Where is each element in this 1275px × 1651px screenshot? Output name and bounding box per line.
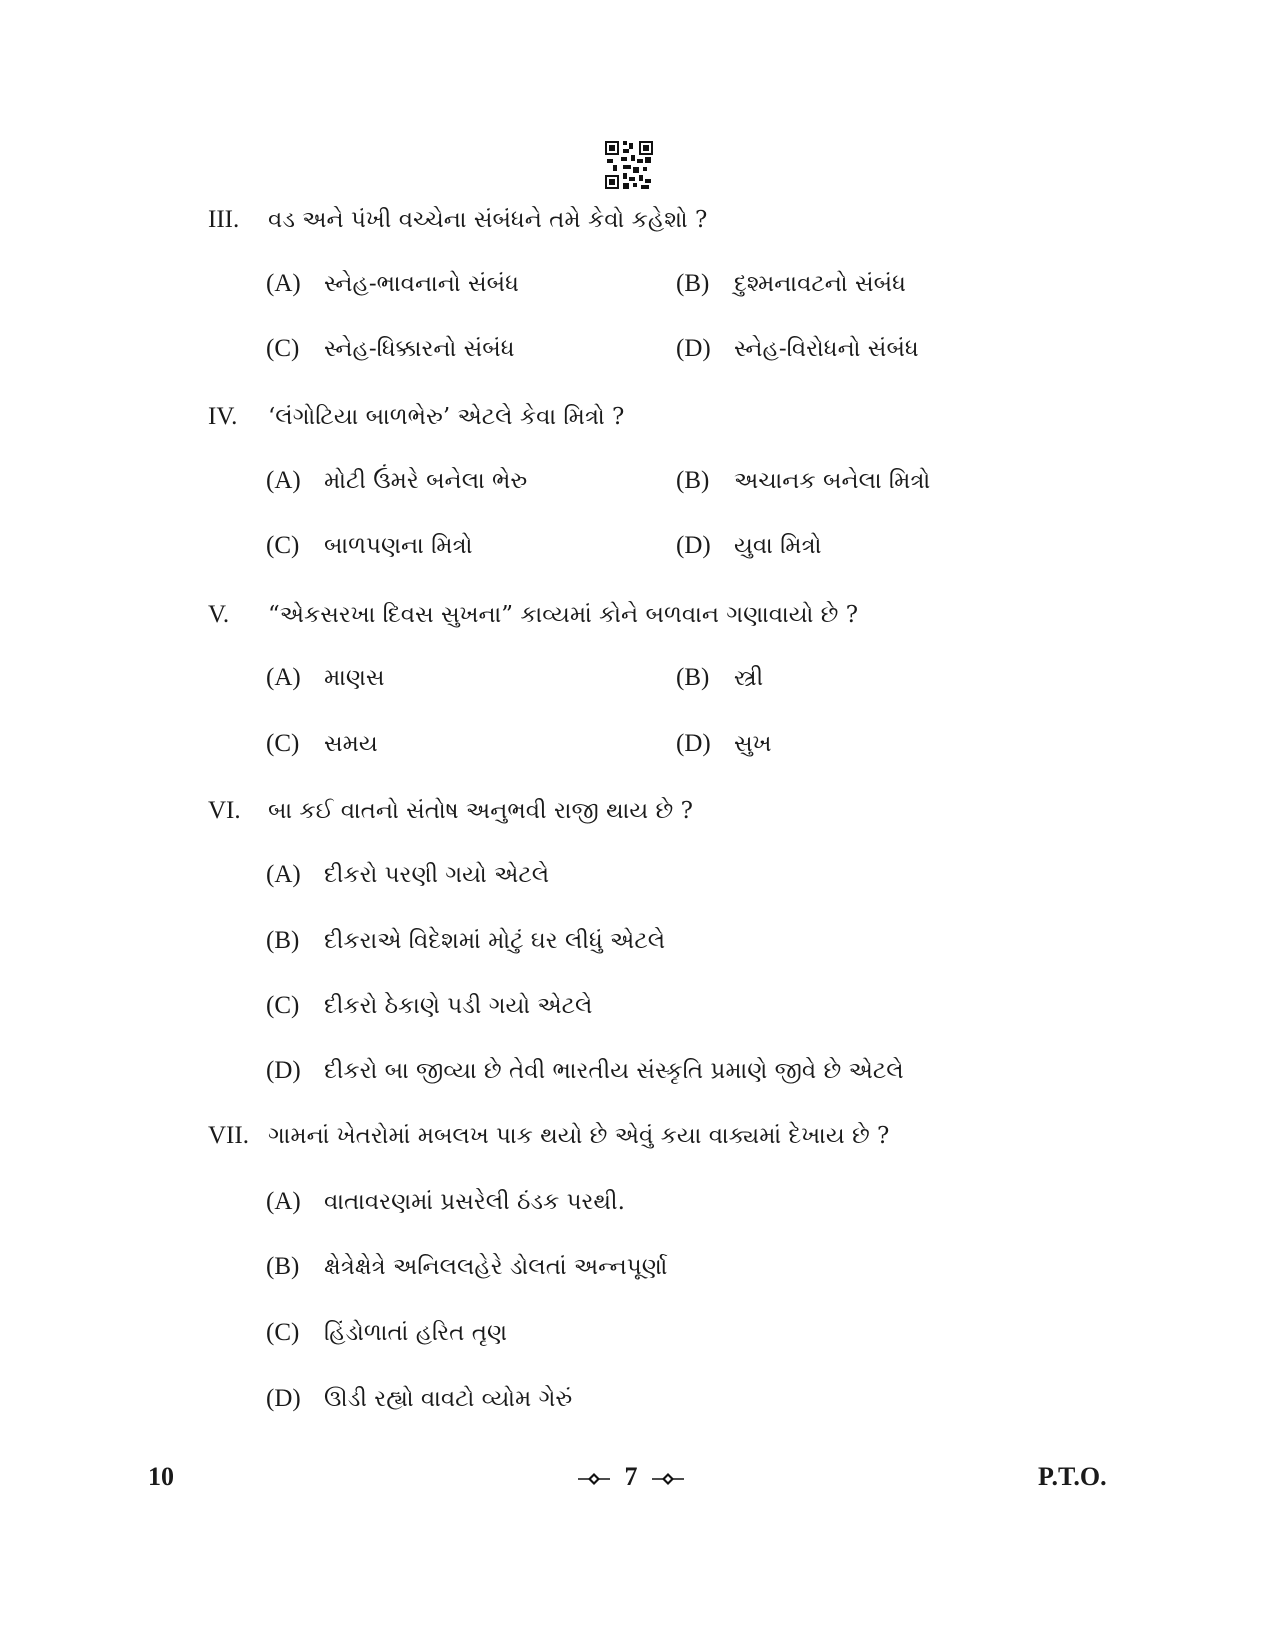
question-6-option-a [266, 860, 549, 890]
question-4 [208, 402, 624, 432]
option-label: (D) [676, 335, 711, 362]
question-4-option-d [676, 531, 821, 561]
option-label: (C) [266, 532, 300, 559]
option-label: (D) [266, 1057, 301, 1084]
question-6 [208, 796, 693, 826]
option-label: (D) [676, 532, 711, 559]
page-number: 7 [624, 1462, 638, 1491]
option-text: વાતાવરણમાં પ્રસરેલી ઠંડક પરથી. [324, 1189, 625, 1215]
option-text: માણસ [324, 665, 385, 691]
page-number-block [566, 1462, 696, 1492]
option-text: દીકરાએ વિદેશમાં મોટું ઘર લીધું એટલે [324, 928, 666, 954]
option-label: (C) [266, 992, 300, 1019]
option-label: (B) [676, 467, 710, 494]
option-label: (A) [266, 1188, 301, 1215]
option-text: અચાનક બનેલા મિત્રો [734, 468, 931, 494]
question-number: V. [208, 601, 230, 628]
question-5-option-d [676, 729, 772, 759]
option-text: સુખ [734, 731, 772, 757]
option-text: સ્નેહ-ભાવનાનો સંબંધ [324, 271, 519, 297]
question-text: ગામનાં ખેતરોમાં મબલખ પાક થયો છે એવું કયા વાક્યમાં દેખાય છે ? [268, 1123, 890, 1149]
option-text: સ્ત્રી [734, 665, 764, 691]
question-7 [208, 1121, 889, 1151]
question-6-option-d [266, 1056, 904, 1086]
question-text: વડ અને પંખી વચ્ચેના સંબંધને તમે કેવો કહેશો ? [268, 207, 708, 233]
option-text: દીકરો બા જીવ્યા છે તેવી ભારતીય સંસ્કૃતિ પ્રમાણે જીવે છે એટલે [324, 1058, 904, 1084]
question-3-option-c [266, 334, 515, 364]
option-text: યુવા મિત્રો [734, 533, 822, 559]
diamond-ornament-icon [652, 1472, 684, 1486]
option-label: (C) [266, 730, 300, 757]
option-text: સ્નેહ-વિરોધનો સંબંધ [734, 336, 919, 362]
option-text: મોટી ઉંમરે બનેલા ભેરુ [324, 468, 528, 494]
question-number: IV. [208, 403, 238, 430]
question-3-option-d [676, 334, 919, 364]
option-label: (B) [676, 664, 710, 691]
question-number: III. [208, 206, 240, 233]
question-5-option-c [266, 729, 378, 759]
option-text: સમય [324, 731, 378, 757]
pto-label: P.T.O. [1038, 1462, 1107, 1491]
question-7-option-b [266, 1252, 667, 1282]
question-6-option-b [266, 926, 665, 956]
option-label: (A) [266, 664, 301, 691]
question-number: VII. [208, 1122, 249, 1149]
question-3 [208, 205, 707, 235]
option-text: ક્ષેત્રેક્ષેત્રે અનિલલહેરે ડોલતાં અન્નપૂર્ણા [324, 1254, 668, 1280]
option-label: (A) [266, 270, 301, 297]
option-text: દીકરો પરણી ગયો એટલે [324, 862, 550, 888]
question-5 [208, 600, 858, 630]
option-label: (A) [266, 467, 301, 494]
option-label: (B) [266, 1253, 300, 1280]
question-text: “એકસરખા દિવસ સુખના” કાવ્યમાં કોને બળવાન ગણાવાયો છે ? [268, 602, 859, 628]
option-text: બાળપણના મિત્રો [324, 533, 473, 559]
question-7-option-c [266, 1318, 507, 1348]
option-text: દીકરો ઠેકાણે પડી ગયો એટલે [324, 993, 593, 1019]
option-label: (C) [266, 1319, 300, 1346]
question-7-option-a [266, 1187, 625, 1217]
option-text: ઊડી રહ્યો વાવટો વ્યોમ ગેરું [324, 1386, 573, 1412]
paper-code: 10 [148, 1462, 174, 1491]
option-label: (B) [266, 927, 300, 954]
option-text: હિંડોળાતાં હરિત તૃણ [324, 1320, 508, 1346]
option-text: દુશ્મનાવટનો સંબંધ [734, 271, 906, 297]
question-number: VI. [208, 797, 241, 824]
question-text: ‘લંગોટિયા બાળભેરુ’ એટલે કેવા મિત્રો ? [268, 404, 625, 430]
option-label: (D) [676, 730, 711, 757]
question-5-option-a [266, 663, 385, 693]
option-label: (D) [266, 1385, 301, 1412]
question-6-option-c [266, 991, 592, 1021]
question-7-option-d [266, 1384, 572, 1414]
question-4-option-b [676, 466, 930, 496]
option-text: સ્નેહ-ધિક્કારનો સંબંધ [324, 336, 515, 362]
question-3-option-a [266, 269, 519, 299]
option-label: (B) [676, 270, 710, 297]
question-text: બા કઈ વાતનો સંતોષ અનુભવી રાજી થાય છે ? [268, 798, 693, 824]
question-5-option-b [676, 663, 763, 693]
qr-code-icon [605, 141, 653, 189]
question-4-option-c [266, 531, 472, 561]
diamond-ornament-icon [578, 1472, 610, 1486]
question-4-option-a [266, 466, 527, 496]
option-label: (A) [266, 861, 301, 888]
question-3-option-b [676, 269, 906, 299]
option-label: (C) [266, 335, 300, 362]
